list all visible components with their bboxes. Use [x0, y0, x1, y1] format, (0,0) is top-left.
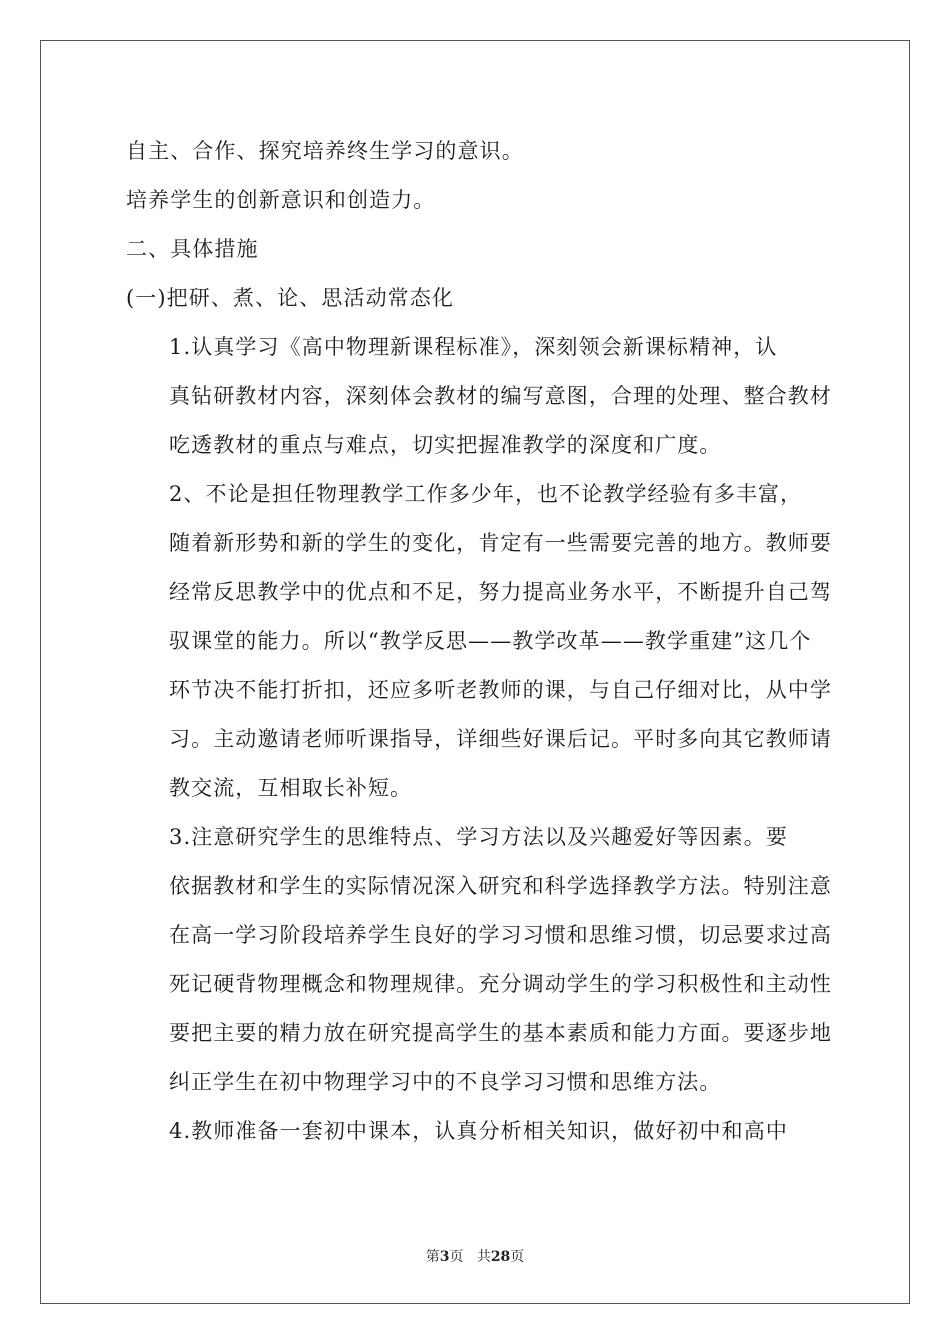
page-prefix: 第 [425, 1249, 440, 1265]
total-pages: 28 [490, 1249, 511, 1265]
text-line: 2、不论是担任物理教学工作多少年，也不论教学经验有多丰富， [169, 482, 803, 506]
total-suffix: 页 [510, 1249, 525, 1265]
text-line: 驭课堂的能力。所以“教学反思——教学改革——教学重建”这几个 [169, 629, 812, 653]
text-line: 自主、合作、探究培养终生学习的意识。 [126, 139, 524, 163]
text-line: 4.教师准备一套初中课本，认真分析相关知识，做好初中和高中 [169, 1119, 788, 1143]
section-heading [126, 225, 842, 274]
text-line: (一)把研、煮、论、思活动常态化 [126, 286, 454, 310]
text-line: 环节决不能打折扣，还应多听老教师的课，与自己仔细对比，从中学 [169, 678, 832, 702]
paragraph-2 [126, 176, 842, 225]
page-footer [0, 1246, 950, 1266]
text-line: 培养学生的创新意识和创造力。 [126, 188, 436, 212]
text-line: 要把主要的精力放在研究提高学生的基本素质和能力方面。要逐步地 [169, 1021, 832, 1045]
text-line: 二、具体措施 [126, 237, 259, 261]
total-prefix: 共 [476, 1249, 491, 1265]
paragraph-item-4 [126, 1107, 842, 1156]
text-line: 教交流，互相取长补短。 [169, 776, 413, 800]
page-number: 3 [439, 1249, 450, 1265]
paragraph-item-1 [126, 323, 842, 470]
text-line: 习。主动邀请老师听课指导，详细些好课后记。平时多向其它教师请 [169, 727, 832, 751]
text-line: 死记硬背物理概念和物理规律。充分调动学生的学习积极性和主动性 [169, 972, 832, 996]
text-line: 吃透教材的重点与难点，切实把握准教学的深度和广度。 [169, 433, 722, 457]
text-line: 1.认真学习《高中物理新课程标准》，深刻领会新课标精神，认 [169, 335, 778, 359]
text-line: 真钻研教材内容，深刻体会教材的编写意图，合理的处理、整合教材 [169, 384, 832, 408]
subsection-heading [126, 274, 842, 323]
text-line: 经常反思教学中的优点和不足，努力提高业务水平，不断提升自己驾 [169, 580, 832, 604]
text-line: 依据教材和学生的实际情况深入研究和科学选择教学方法。特别注意 [169, 874, 832, 898]
page-suffix: 页 [449, 1249, 464, 1265]
text-line: 3.注意研究学生的思维特点、学习方法以及兴趣爱好等因素。要 [169, 825, 788, 849]
paragraph-item-3 [126, 813, 842, 1107]
paragraph-1 [126, 127, 842, 176]
text-line: 在高一学习阶段培养学生良好的学习习惯和思维习惯，切忌要求过高 [169, 923, 832, 947]
paragraph-item-2 [126, 470, 842, 813]
document-body [126, 127, 842, 1156]
text-line: 随着新形势和新的学生的变化，肯定有一些需要完善的地方。教师要 [169, 531, 832, 555]
text-line: 纠正学生在初中物理学习中的不良学习习惯和思维方法。 [169, 1070, 722, 1094]
